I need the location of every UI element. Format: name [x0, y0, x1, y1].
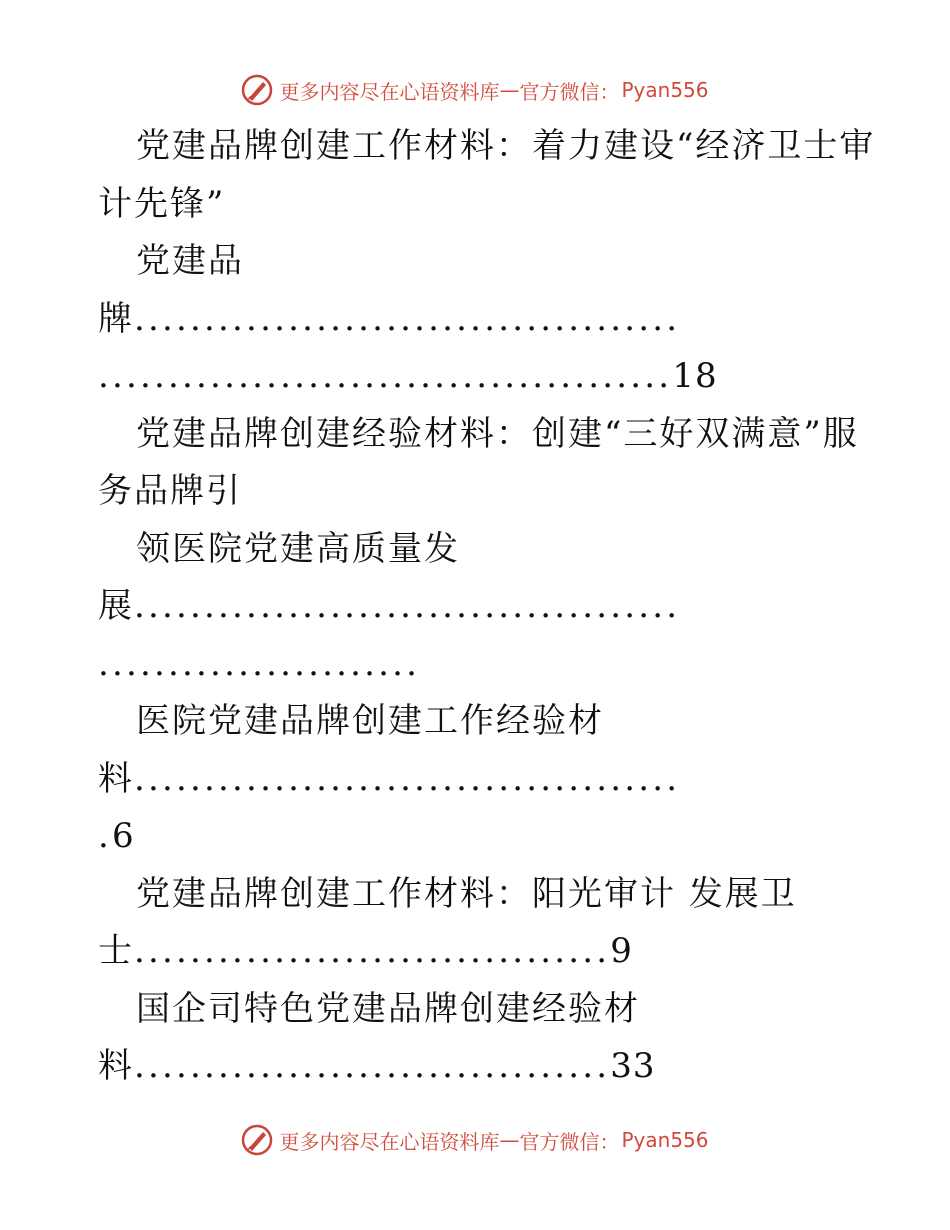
banner-wechat-id: Pyan556: [621, 1128, 709, 1152]
toc-leader-dots: .........................................: [98, 356, 673, 396]
toc-entry-title: 料: [98, 1046, 134, 1086]
banner-wechat-label: 官方微信：: [519, 1129, 620, 1154]
header-banner: [0, 70, 950, 110]
banner-brand-text: 更多内容尽在心语资料库: [279, 1129, 500, 1154]
toc-entry[interactable]: [98, 866, 858, 981]
toc-entry-title: 士: [98, 931, 134, 971]
banner-wechat-label: 官方微信：: [519, 79, 620, 104]
pen-logo-icon: [241, 74, 273, 106]
toc-body: [98, 118, 876, 1096]
toc-entry[interactable]: [98, 406, 858, 694]
toc-leader-dots: .......................................: [134, 758, 681, 799]
toc-entry-title: 国企司特色党建品牌创建经验材: [136, 988, 640, 1029]
toc-entry[interactable]: [98, 118, 876, 406]
footer-banner: [0, 1120, 950, 1160]
toc-entry-title: 展: [98, 586, 134, 626]
toc-entry-title: 领医院党建高质量发: [136, 528, 460, 569]
toc-entry-title: 医院党建品牌创建工作经验材: [136, 701, 604, 741]
banner-separator: —: [499, 78, 520, 102]
toc-leader-dots: .......................................: [134, 298, 681, 339]
toc-entry[interactable]: [98, 981, 858, 1096]
toc-entry-title: 党建品牌创建经验材料：创建“三好双满意”服: [136, 413, 859, 454]
toc-entry-title: 料: [98, 758, 134, 799]
toc-entry-title: 牌: [98, 298, 134, 339]
toc-entry-title: 党建品: [136, 241, 244, 281]
toc-entry-title: 党建品牌创建工作材料：阳光审计 发展卫: [136, 873, 797, 914]
toc-leader-dots: .......................: [98, 643, 421, 684]
toc-leader-dots: ..................................: [134, 1046, 611, 1086]
toc-page-number: 9: [610, 931, 633, 971]
toc-page-number: 6: [112, 816, 135, 856]
toc-leader-dots: .: [98, 816, 113, 856]
toc-entry-title: 党建品牌创建工作材料：着力建设“经济卫士审: [136, 126, 876, 166]
pen-logo-icon: [241, 1124, 273, 1156]
toc-page-number: 18: [672, 356, 718, 396]
toc-page-number: 33: [610, 1046, 656, 1086]
toc-entry-title: 计先锋”: [98, 183, 226, 224]
toc-leader-dots: .......................................: [134, 586, 681, 626]
toc-leader-dots: ..................................: [134, 931, 611, 971]
banner-separator: —: [499, 1128, 520, 1152]
toc-entry-title: 务品牌引: [98, 471, 242, 511]
banner-brand-text: 更多内容尽在心语资料库: [279, 79, 500, 104]
toc-entry[interactable]: [98, 693, 858, 866]
banner-wechat-id: Pyan556: [621, 78, 709, 102]
